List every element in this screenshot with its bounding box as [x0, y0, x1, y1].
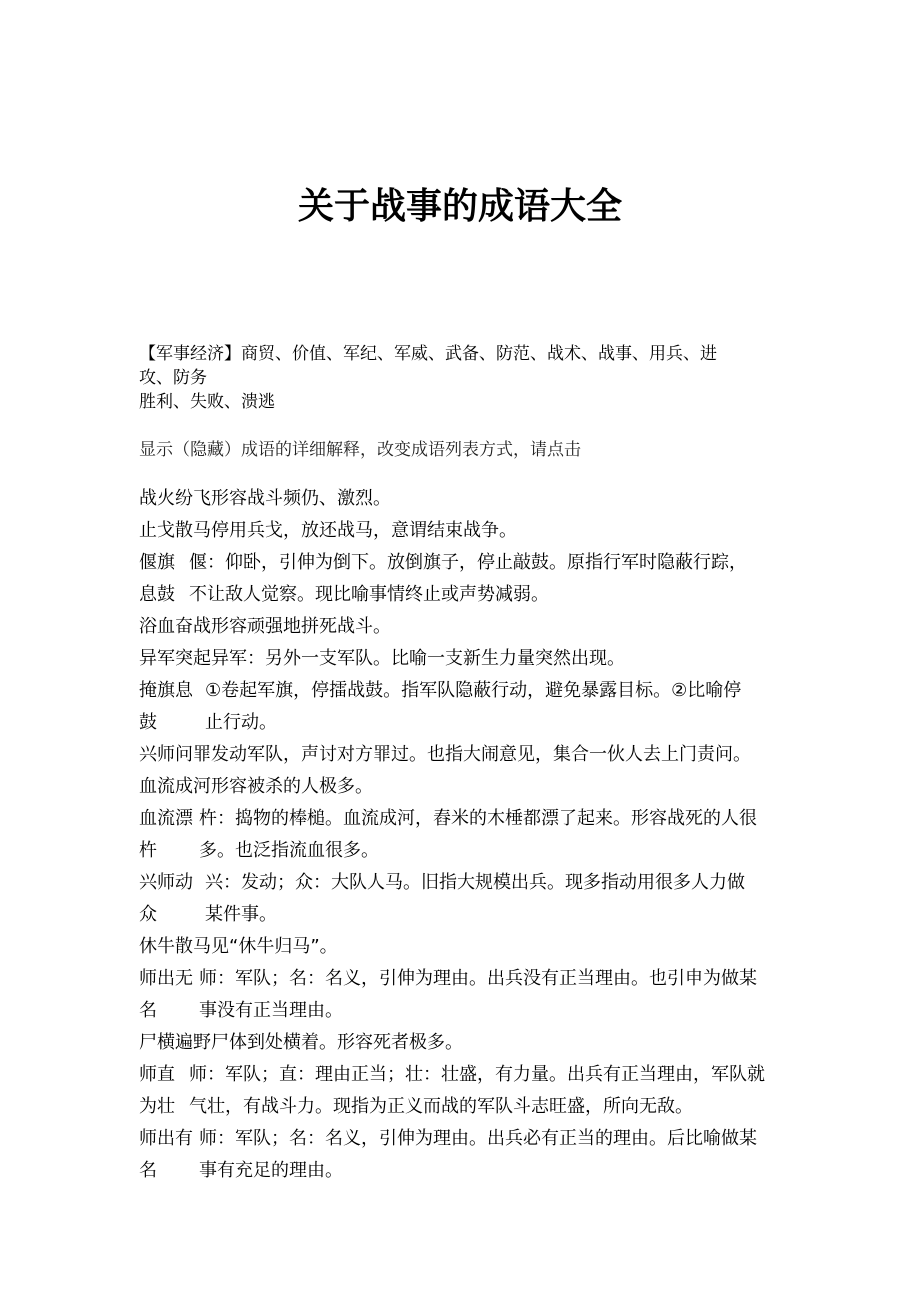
idiom-term: 息鼓	[139, 584, 175, 605]
idiom-definition: 兴：发动；众：大队人马。旧指大规模出兵。现多指动用很多人力做	[205, 872, 745, 893]
idiom-definition: 师：军队；名：名义，引伸为理由。出兵没有正当理由。也引申为做某	[199, 968, 757, 989]
idiom-term: 杵	[139, 840, 157, 861]
idiom-term: 血流漂	[139, 808, 193, 829]
idiom-entry: 血流成河形容被杀的人极多。	[139, 776, 373, 797]
idiom-definition: 师：军队；名：名义，引伸为理由。出兵必有正当的理由。后比喻做某	[199, 1128, 757, 1149]
category-list	[139, 342, 784, 414]
category-line: 胜利、失败、溃逃	[139, 392, 275, 412]
toggle-explanation-link[interactable]: 显示（隐藏）成语的详细解释，改变成语列表方式，请点击	[139, 440, 581, 460]
idiom-entry	[139, 1123, 789, 1187]
idiom-term: 师出有	[139, 1128, 193, 1149]
idiom-entry: 兴师问罪发动军队，声讨对方罪过。也指大闹意见，集合一伙人去上门责问。	[139, 744, 751, 765]
idiom-definition: 事有充足的理由。	[199, 1160, 343, 1181]
idiom-entry: 浴血奋战形容顽强地拼死战斗。	[139, 616, 391, 637]
idiom-definition: 偃：仰卧，引伸为倒下。放倒旗子，停止敲鼓。原指行军时隐蔽行踪，	[189, 552, 747, 573]
page-title: 关于战事的成语大全	[297, 185, 622, 227]
idiom-entry: 战火纷飞形容战斗频仍、激烈。	[139, 488, 391, 509]
idiom-term: 师直	[139, 1064, 175, 1085]
idiom-entry: 异军突起异军：另外一支军队。比喻一支新生力量突然出现。	[139, 648, 625, 669]
idiom-entry: 尸横遍野尸体到处横着。形容死者极多。	[139, 1032, 463, 1053]
idiom-term: 师出无	[139, 968, 193, 989]
idiom-entry: 止戈散马停用兵戈，放还战马，意谓结束战争。	[139, 520, 517, 541]
idiom-entry: 休牛散马见“休牛归马”。	[139, 936, 338, 957]
idiom-entry	[139, 963, 789, 1027]
idiom-term: 众	[139, 904, 157, 925]
idiom-entry	[139, 675, 789, 739]
idiom-term: 掩旗息	[139, 680, 193, 701]
idiom-definition: 气壮，有战斗力。现指为正义而战的军队斗志旺盛，所向无敌。	[189, 1096, 693, 1117]
idiom-term: 偃旗	[139, 552, 175, 573]
category-line: 【军事经济】商贸、价值、军纪、军威、武备、防范、战术、战事、用兵、进	[139, 344, 717, 364]
idiom-term: 兴师动	[139, 872, 193, 893]
idiom-definition: 不让敌人觉察。现比喻事情终止或声势减弱。	[189, 584, 549, 605]
category-line: 攻、防务	[139, 368, 207, 388]
idiom-definition: 杵：捣物的棒槌。血流成河，舂米的木棰都漂了起来。形容战死的人很	[199, 808, 757, 829]
idiom-term: 为壮	[139, 1096, 175, 1117]
idiom-definition: 多。也泛指流血很多。	[199, 840, 379, 861]
idiom-entry	[139, 1059, 789, 1123]
idiom-definition: 止行动。	[205, 712, 277, 733]
idiom-entry	[139, 547, 789, 611]
idiom-term: 名	[139, 1160, 157, 1181]
idiom-entry	[139, 803, 789, 867]
idiom-term: 鼓	[139, 712, 157, 733]
idiom-term: 名	[139, 1000, 157, 1021]
idiom-definition: 事没有正当理由。	[199, 1000, 343, 1021]
idiom-list	[139, 483, 789, 1187]
idiom-definition: 师：军队；直：理由正当；壮：壮盛，有力量。出兵有正当理由，军队就	[189, 1064, 765, 1085]
idiom-entry	[139, 867, 789, 931]
idiom-definition: 某件事。	[205, 904, 277, 925]
idiom-definition: ①卷起军旗，停擂战鼓。指军队隐蔽行动，避免暴露目标。②比喻停	[205, 680, 742, 701]
